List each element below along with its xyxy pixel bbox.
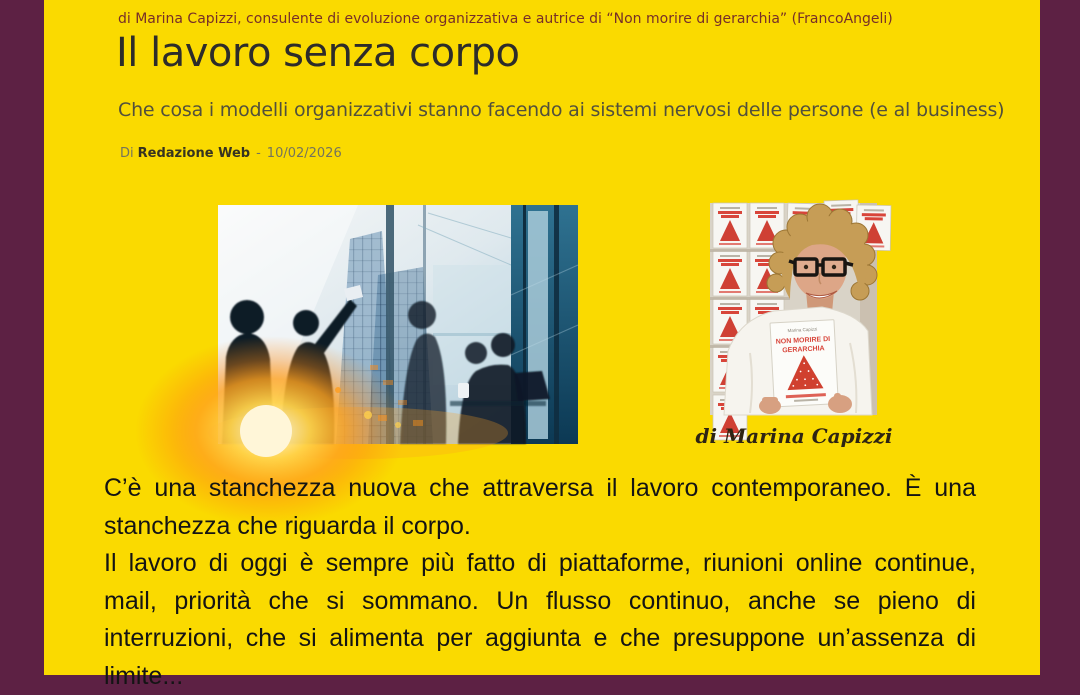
body-line: limite... [104, 658, 976, 695]
coffee-cup [458, 383, 469, 398]
featured-image-meeting-silhouettes[interactable] [218, 205, 578, 444]
kicker: di Marina Capizzi, consulente di evoluzione organizzativa e autrice di “Non morire di gerarchia” (FrancoAngeli) [118, 11, 893, 27]
byline [120, 146, 342, 161]
byline-prefix: Di [120, 146, 134, 161]
author-photo-with-book[interactable] [710, 203, 877, 415]
meeting-silhouettes-illustration [218, 205, 578, 444]
held-book [770, 320, 838, 407]
article-content [44, 0, 1040, 675]
page-title: Il lavoro senza corpo [116, 30, 519, 76]
byline-separator: - [256, 146, 261, 161]
body-line: mail, priorità che si sommano. Un flusso continuo, anche se pieno di [104, 583, 976, 621]
byline-author-link[interactable]: Redazione Web [138, 146, 250, 161]
left-eye [804, 265, 808, 269]
author-photo-figure [710, 203, 877, 448]
body-line: stanchezza che riguarda il corpo. [104, 508, 976, 546]
byline-date: 10/02/2026 [267, 146, 342, 161]
book-title-line1: NON MORIRE DI [776, 336, 831, 346]
body-line: Il lavoro di oggi è sempre più fatto di piattaforme, riunioni online continue, [104, 545, 976, 583]
book-author-text: Marina Capizzi [787, 327, 817, 334]
author-photo-illustration [710, 203, 877, 415]
body-line: C’è una stanchezza nuova che attraversa il lavoro contemporaneo. È una [104, 470, 976, 508]
article-subtitle: Che cosa i modelli organizzativi stanno facendo ai sistemi nervosi delle persone (e al business) [118, 99, 1004, 121]
right-eye [832, 265, 836, 269]
body-line: interruzioni, che si alimenta per aggiunta e che presuppone un’assenza di [104, 620, 976, 658]
book-title-line2: GERARCHIA [782, 345, 825, 354]
article-body [104, 470, 976, 695]
author-photo-caption: di Marina Capizzi [679, 424, 909, 448]
